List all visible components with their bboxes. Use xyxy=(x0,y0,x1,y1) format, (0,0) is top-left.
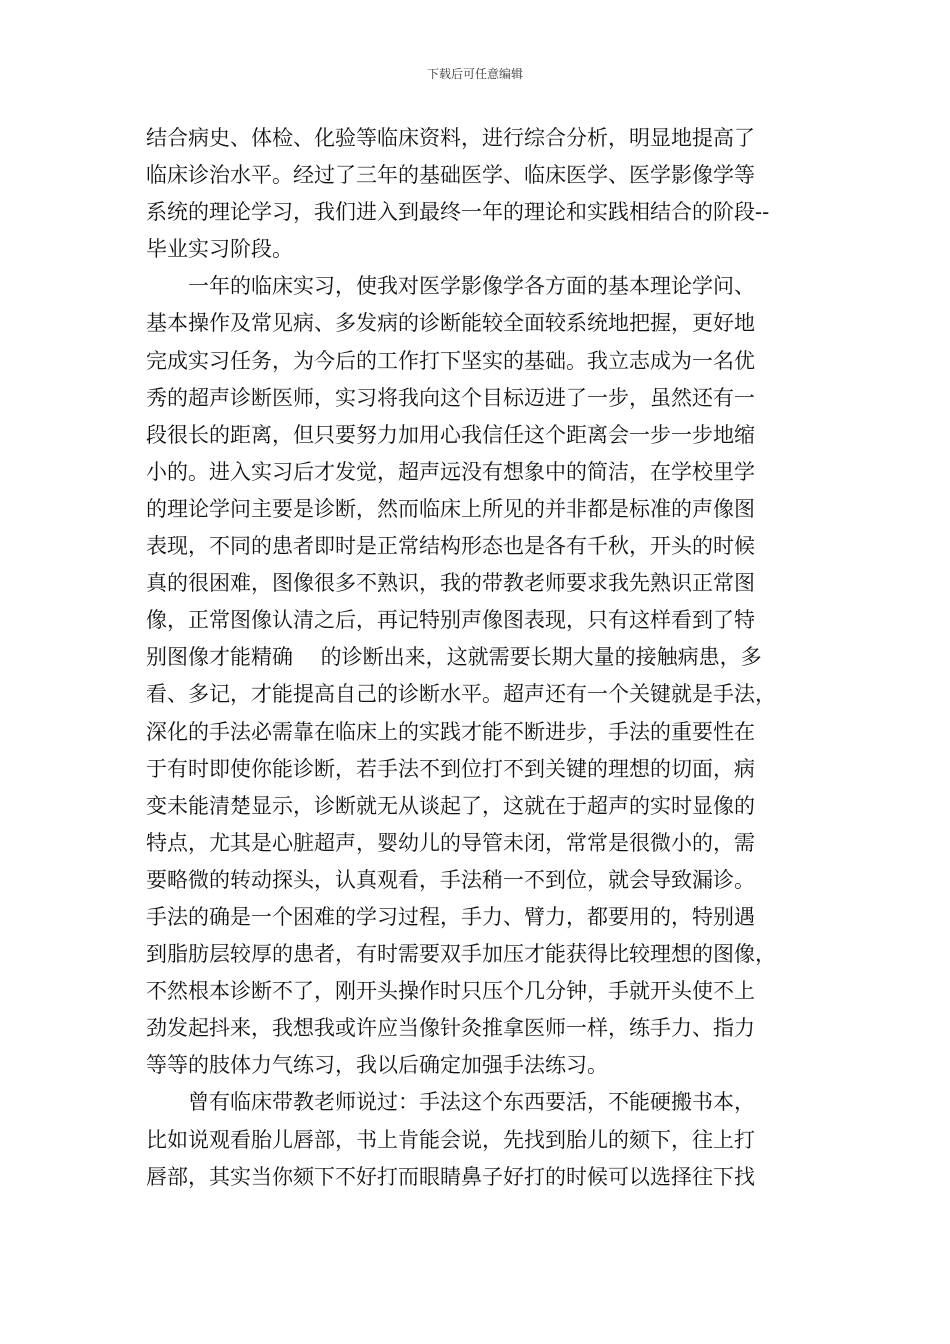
text-line: 看、多记，才能提高自己的诊断水平。超声还有一个关键就是手法， xyxy=(146,682,776,707)
text-line: 特点，尤其是心脏超声，婴幼儿的导管未闭，常常是很微小的，需 xyxy=(146,830,755,855)
text-line: 不然根本诊断不了，刚开头操作时只压个几分钟，手就开头使不上 xyxy=(146,979,755,1004)
text-line: 临床诊治水平。经过了三年的基础医学、临床医学、医学影像学等 xyxy=(146,163,755,188)
text-line: 比如说观看胎儿唇部，书上肯能会说，先找到胎儿的颏下，往上打 xyxy=(146,1127,755,1152)
text-line: 别图像才能精确 的诊断出来，这就需要长期大量的接触病患，多 xyxy=(146,645,762,670)
text-line: 像，正常图像认清之后，再记特别声像图表现，只有这样看到了特 xyxy=(146,608,755,633)
text-line: 表现，不同的患者即时是正常结构形态也是各有千秋，开头的时候 xyxy=(146,534,755,559)
text-line: 段很长的距离，但只要努力加用心我信任这个距离会一步一步地缩 xyxy=(146,422,755,447)
text-line: 曾有临床带教老师说过：手法这个东西要活，不能硬搬书本， xyxy=(188,1090,755,1115)
text-line: 要略微的转动探头，认真观看，手法稍一不到位，就会导致漏诊。 xyxy=(146,867,755,892)
text-line: 劲发起抖来，我想我或许应当像针灸推拿医师一样，练手力、指力 xyxy=(146,1016,755,1041)
page-header: 下载后可任意编辑 xyxy=(426,67,523,81)
text-line: 真的很困难，图像很多不熟识，我的带教老师要求我先熟识正常图 xyxy=(146,571,755,596)
text-line: 完成实习任务，为今后的工作打下坚实的基础。我立志成为一名优 xyxy=(146,348,755,373)
body-text xyxy=(146,120,806,1196)
text-line: 唇部，其实当你颏下不好打而眼睛鼻子好打的时候可以选择往下找 xyxy=(146,1164,755,1189)
text-line: 毕业实习阶段。 xyxy=(146,237,293,262)
text-line: 变未能清楚显示，诊断就无从谈起了，这就在于超声的实时显像的 xyxy=(146,793,755,818)
text-line: 手法的确是一个困难的学习过程，手力、臂力，都要用的，特别遇 xyxy=(146,904,755,929)
text-line: 一年的临床实习，使我对医学影像学各方面的基本理论学问、 xyxy=(188,274,755,299)
text-line: 等等的肢体力气练习，我以后确定加强手法练习。 xyxy=(146,1053,608,1078)
text-line: 结合病史、体检、化验等临床资料，进行综合分析，明显地提高了 xyxy=(146,126,755,150)
text-line: 基本操作及常见病、多发病的诊断能较全面较系统地把握，更好地 xyxy=(146,311,755,336)
text-line: 于有时即使你能诊断，若手法不到位打不到关键的理想的切面，病 xyxy=(146,756,755,781)
text-line: 的理论学问主要是诊断，然而临床上所见的并非都是标准的声像图 xyxy=(146,496,755,521)
text-line: 小的。进入实习后才发觉，超声远没有想象中的简洁，在学校里学 xyxy=(146,459,755,484)
text-line: 秀的超声诊断医师，实习将我向这个目标迈进了一步，虽然还有一 xyxy=(146,385,755,410)
text-line: 系统的理论学习，我们进入到最终一年的理论和实践相结合的阶段-- xyxy=(146,200,770,225)
text-line: 到脂肪层较厚的患者，有时需要双手加压才能获得比较理想的图像， xyxy=(146,942,776,967)
text-line: 深化的手法必需靠在临床上的实践才能不断进步，手法的重要性在 xyxy=(146,719,755,744)
